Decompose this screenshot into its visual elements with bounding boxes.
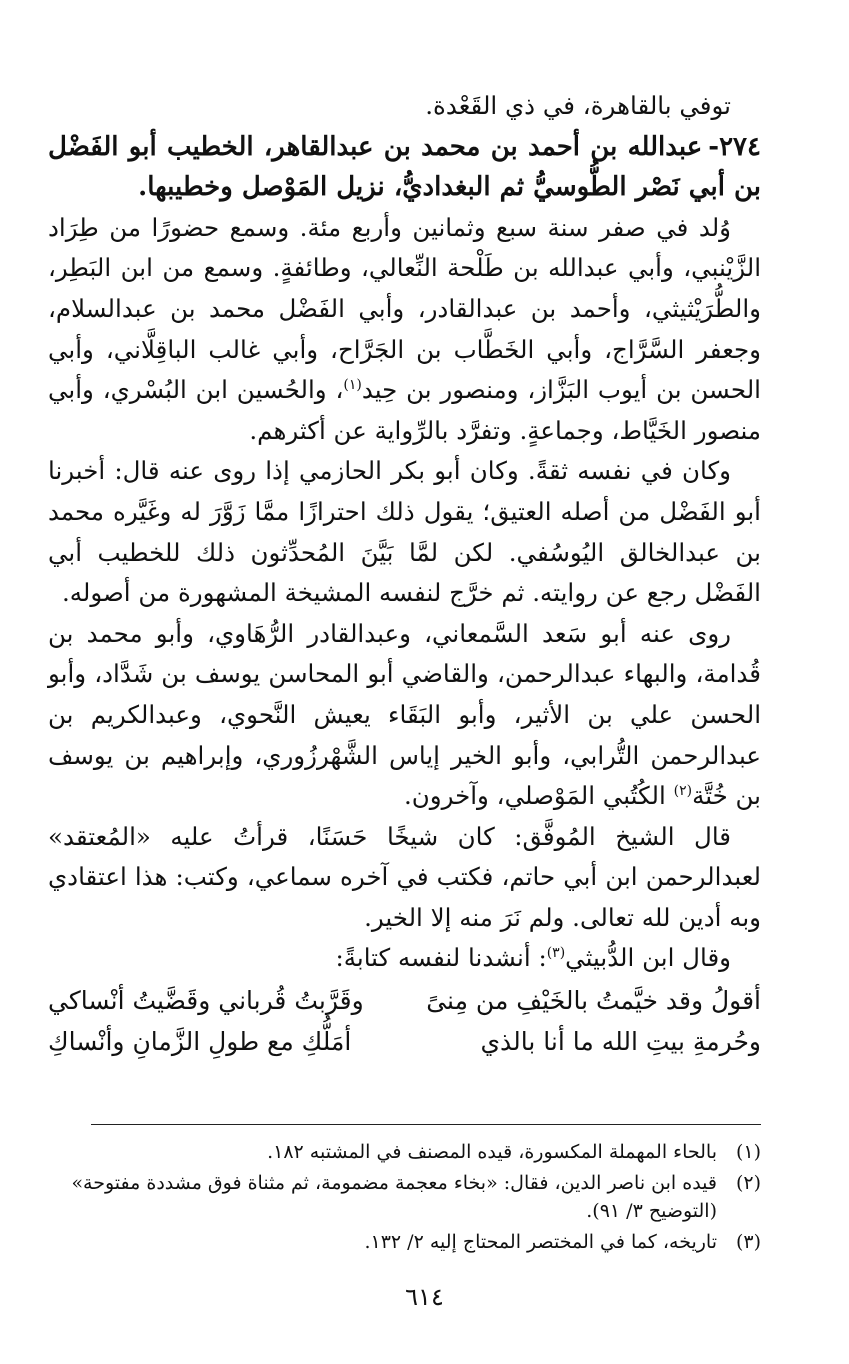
footnote-separator [91,1124,761,1125]
verse-hemistich-first: أقولُ وقد خيَّمتُ بالخَيْفِ من مِنىً [426,986,761,1016]
footnote-text: بالحاء المهملة المكسورة، قيده المصنف في المشتبه ١٨٢. [267,1141,717,1163]
footnote-text: تاريخه، كما في المختصر المحتاج إليه ٢/ ١٣٢. [364,1231,717,1253]
verse-line [48,981,761,1022]
paragraph-poem-intro [48,938,761,979]
paragraph-text: وقال ابن الدُّبيثي [565,943,731,973]
paragraph-text: وُلد في صفر سنة سبع وثمانين وأربع مئة. وسمع حضورًا من طِرَاد الزَّيْنبي، وأبي عبدالله بن طَلْحة النِّعالي، وطائفةٍ. وسمع من ابن البَطِر، والطُّرَيْثيثي، وأحمد بن عبدالقادر، وأبي الفَضْل محمد بن عبدالسلام، وجعفر السَّرَّاج، وأبي الخَطَّاب بن الجَرَّاح، وأبي غالب الباقِلَّاني، وأبي الحسن بن أيوب البَزَّاز، ومنصور بن حِيد [48,212,761,405]
footnote-ref-1: (١) [343,377,362,393]
main-text [48,86,761,1062]
paragraph-muwaffaq-quote: قال الشيخ المُوفَّق: كان شيخًا حَسَنًا، قرأتُ عليه «المُعتقد» لعبدالرحمن ابن أبي حاتم، فكتب في آخره سماعي، وكتب: هذا اعتقادي وبه أدين لله تعالى. ولم نَرَ منه إلا الخير. [48,821,761,932]
footnote-ref-3: (٣) [546,945,566,962]
paragraph-text: ، والحُسين ابن البُسْري، وأبي منصور الخَيَّاط، وجماعةٍ. وتفرَّد بالرِّواية عن أكثرهم. [48,375,761,445]
footnotes [48,1138,761,1259]
paragraph-students [48,614,761,817]
poem [48,981,761,1062]
entry-number: ٢٧٤- [708,131,761,162]
page-number: ٦١٤ [405,1283,444,1311]
footnote-number: (٢) [735,1172,761,1194]
entry-heading-text: عبدالله بن أحمد بن محمد بن عبدالقاهر، الخطيب أبو الفَضْل بن أبي نَصْر الطُّوسيُّ ثم البغداديُّ، نزيل المَوْصل وخطيبها. [48,131,761,203]
verse-hemistich-first: وحُرمةِ بيتِ الله ما أنا بالذي [480,1026,761,1056]
verse-line [48,1022,761,1063]
verse-hemistich-second: أمَلُّكِ مع طولِ الزَّمانِ وأنْساكِ [48,1026,352,1056]
paragraph-text: الكُتُبي المَوْصلي، وآخرون. [403,781,674,811]
footnote-ref-2: (٢) [673,782,693,799]
footnote [48,1138,761,1166]
paragraph-birth-and-teachers [48,208,761,452]
previous-entry-tail: توفي بالقاهرة، في ذي القَعْدة. [425,91,731,120]
footnote-text: قيده ابن ناصر الدين، فقال: «بخاء معجمة مضمومة، ثم مثناة فوق مشددة مفتوحة» (التوضيح ٣/ ٩١). [71,1172,717,1222]
verse-hemistich-second: وقَرَّبتُ قُرباني وقَضَّيتُ أنْساكي [48,986,364,1016]
paragraph-text: روى عنه أبو سَعد السَّمعاني، وعبدالقادر الرُّهَاوي، وأبو محمد بن قُدامة، والبهاء عبدالرحمن، والقاضي أبو المحاسن يوسف بن شَدَّاد، وأبو الحسن علي بن الأثير، وأبو البَقَاء يعيش النَّحوي، وعبدالكريم بن عبدالرحمن التُّرابي، وأبو الخير إياس الشَّهْرزُوري، وإبراهيم بن يوسف بن خُتَّة [48,618,761,811]
footnote-number: (١) [735,1141,761,1163]
paragraph-reliability: وكان في نفسه ثقةً. وكان أبو بكر الحازمي إذا روى عنه قال: أخبرنا أبو الفَضْل من أصله العتيق؛ يقول ذلك احترازًا ممَّا زَوَّرَ له وغَيَّره محمد بن عبدالخالق اليُوسُفي. لكن لمَّا بَيَّنَ المُحدِّثون ذلك للخطيب أبي الفَضْل رجع عن روايته. ثم خرَّج لنفسه المشيخة المشهورة من أصوله. [48,456,761,608]
paragraph-text: : أنشدنا لنفسه كتابةً: [335,943,547,973]
footnote [48,1169,761,1225]
entry-heading [48,127,761,208]
footnote-number: (٣) [735,1231,761,1253]
footnote [48,1228,761,1256]
